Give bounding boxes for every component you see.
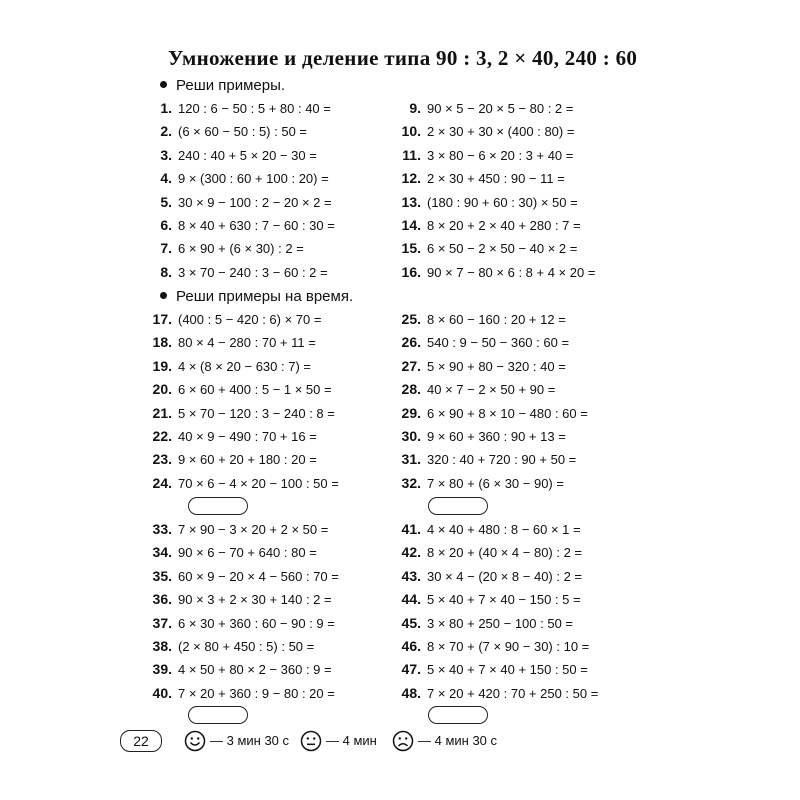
exercise-row: [146, 403, 335, 423]
exercise-number: 31.: [401, 451, 421, 468]
exercise-row: [395, 683, 598, 703]
exercise-expression: 3 × 80 − 6 × 20 : 3 + 40 =: [427, 147, 574, 163]
exercise-row: [395, 659, 588, 679]
exercise-expression: 8 × 20 + (40 × 4 − 80) : 2 =: [427, 545, 583, 561]
exercise-number: 21.: [152, 404, 172, 421]
exercise-expression: 120 : 6 − 50 : 5 + 80 : 40 =: [178, 101, 331, 116]
exercise-expression: (6 × 60 − 50 : 5) : 50 =: [178, 124, 308, 140]
exercise-number: 5.: [160, 193, 172, 210]
exercise-number: 32.: [401, 474, 421, 491]
exercise-number: 37.: [152, 614, 172, 631]
exercise-number: 30.: [401, 428, 421, 444]
exercise-expression: 240 : 40 + 5 × 20 − 30 =: [178, 147, 317, 163]
exercise-row: [146, 683, 335, 703]
exercise-number: 1.: [160, 100, 172, 116]
exercise-row: [395, 636, 589, 656]
exercise-expression: 8 × 40 + 630 : 7 − 60 : 30 =: [178, 218, 335, 233]
exercise-expression: 9 × (300 : 60 + 100 : 20) =: [178, 171, 329, 187]
exercise-expression: 70 × 6 − 4 × 20 − 100 : 50 =: [178, 475, 339, 491]
exercise-expression: 7 × 20 + 420 : 70 + 250 : 50 =: [427, 685, 599, 701]
exercise-number: 24.: [152, 474, 172, 491]
exercise-expression: 4 × 40 + 480 : 8 − 60 × 1 =: [427, 522, 581, 537]
exercise-expression: (400 : 5 − 420 : 6) × 70 =: [178, 312, 322, 327]
exercise-number: 13.: [401, 193, 421, 210]
exercise-number: 35.: [152, 567, 172, 584]
exercise-expression: 8 × 60 − 160 : 20 + 12 =: [427, 312, 566, 327]
exercise-expression: 3 × 70 − 240 : 3 − 60 : 2 =: [178, 264, 328, 280]
exercise-expression: 30 × 9 − 100 : 2 − 20 × 2 =: [178, 194, 332, 210]
exercise-row: [146, 613, 335, 633]
exercise-row: [395, 332, 569, 352]
exercise-expression: 6 × 30 + 360 : 60 − 90 : 9 =: [178, 615, 335, 631]
exercise-expression: 540 : 9 − 50 − 360 : 60 =: [427, 335, 570, 351]
happy-face-icon: [184, 730, 206, 752]
exercise-row: [395, 98, 573, 118]
exercise-number: 34.: [152, 544, 172, 561]
exercise-number: 7.: [160, 240, 172, 257]
footer: 22 — 3 мин 30 с — 4 мин — 4 мин 30 с: [120, 730, 640, 754]
exercise-expression: 5 × 90 + 80 − 320 : 40 =: [427, 358, 566, 374]
exercise-expression: 60 × 9 − 20 × 4 − 560 : 70 =: [178, 568, 339, 584]
exercise-row: [146, 356, 311, 376]
exercise-row: [146, 192, 332, 212]
exercise-expression: 5 × 40 + 7 × 40 − 150 : 5 =: [427, 592, 581, 608]
exercise-row: [395, 613, 573, 633]
exercise-number: 20.: [152, 381, 172, 398]
exercise-number: 10.: [401, 123, 421, 140]
exercise-number: 43.: [401, 567, 421, 584]
exercise-expression: 2 × 30 + 450 : 90 − 11 =: [427, 171, 565, 187]
exercise-row: [146, 659, 332, 679]
exercise-expression: 6 × 90 + 8 × 10 − 480 : 60 =: [427, 405, 588, 421]
exercise-expression: 90 × 6 − 70 + 640 : 80 =: [178, 545, 317, 561]
exercise-number: 4.: [160, 170, 172, 187]
exercise-row: [146, 215, 335, 235]
exercise-number: 41.: [401, 521, 421, 537]
exercise-row: [146, 98, 331, 118]
exercise-number: 38.: [152, 638, 172, 654]
exercise-expression: 9 × 60 + 20 + 180 : 20 =: [178, 452, 317, 468]
answer-box[interactable]: [428, 706, 488, 724]
exercise-number: 17.: [152, 311, 172, 327]
exercise-number: 19.: [152, 357, 172, 374]
exercise-row: [395, 168, 565, 188]
exercise-expression: 7 × 80 + (6 × 30 − 90) =: [427, 475, 564, 491]
exercise-expression: 8 × 20 + 2 × 40 + 280 : 7 =: [427, 218, 581, 233]
exercise-expression: 80 × 4 − 280 : 70 + 11 =: [178, 335, 316, 351]
exercise-expression: 6 × 90 + (6 × 30) : 2 =: [178, 241, 304, 257]
exercise-row: [395, 121, 574, 141]
exercise-row: [395, 356, 566, 376]
exercise-expression: 7 × 20 + 360 : 9 − 80 : 20 =: [178, 685, 335, 701]
exercise-expression: 40 × 9 − 490 : 70 + 16 =: [178, 429, 317, 444]
exercise-expression: 3 × 80 + 250 − 100 : 50 =: [427, 615, 574, 631]
exercise-number: 33.: [152, 521, 172, 537]
answer-box[interactable]: [188, 706, 248, 724]
exercise-number: 15.: [401, 240, 421, 257]
exercise-row: [395, 473, 564, 493]
bullet-icon: [160, 292, 167, 299]
exercise-number: 27.: [401, 357, 421, 374]
exercise-row: [146, 542, 317, 562]
exercise-expression: 90 × 3 + 2 × 30 + 140 : 2 =: [178, 592, 332, 608]
exercise-row: [395, 449, 576, 469]
exercise-expression: 5 × 40 + 7 × 40 + 150 : 50 =: [427, 662, 588, 678]
exercise-row: [395, 238, 577, 258]
bullet-icon: [160, 81, 167, 88]
exercise-expression: 8 × 70 + (7 × 90 − 30) : 10 =: [427, 639, 590, 654]
exercise-number: 47.: [401, 661, 421, 678]
exercise-number: 14.: [401, 217, 421, 233]
exercise-expression: 6 × 50 − 2 × 50 − 40 × 2 =: [427, 241, 578, 257]
exercise-number: 29.: [401, 404, 421, 421]
neutral-face-icon: [300, 730, 322, 752]
exercise-row: [395, 379, 555, 399]
exercise-row: [146, 449, 317, 469]
exercise-row: [146, 636, 314, 656]
instruction-2: Реши примеры на время.: [160, 288, 353, 305]
exercise-row: [146, 238, 304, 258]
exercise-row: [146, 309, 321, 329]
instruction-1: Реши примеры.: [160, 77, 285, 94]
answer-box[interactable]: [428, 497, 488, 515]
exercise-row: [395, 262, 595, 282]
exercise-expression: 4 × (8 × 20 − 630 : 7) =: [178, 358, 311, 374]
exercise-row: [395, 403, 588, 423]
exercise-expression: (180 : 90 + 60 : 30) × 50 =: [427, 194, 578, 210]
exercise-number: 48.: [401, 684, 421, 701]
exercise-expression: (2 × 80 + 450 : 5) : 50 =: [178, 639, 315, 654]
exercise-expression: 4 × 50 + 80 × 2 − 360 : 9 =: [178, 662, 332, 678]
exercise-expression: 2 × 30 + 30 × (400 : 80) =: [427, 124, 575, 140]
exercise-number: 2.: [160, 123, 172, 140]
exercise-expression: 7 × 90 − 3 × 20 + 2 × 50 =: [178, 522, 329, 537]
exercise-expression: 6 × 60 + 400 : 5 − 1 × 50 =: [178, 382, 332, 398]
exercise-number: 23.: [152, 451, 172, 468]
page-title: Умножение и деление типа 90 : 3, 2 × 40, 240 : 60: [168, 46, 638, 70]
exercise-number: 26.: [401, 334, 421, 351]
exercise-number: 8.: [160, 263, 172, 280]
exercise-number: 25.: [401, 311, 421, 327]
exercise-row: [395, 519, 581, 539]
exercise-row: [146, 379, 332, 399]
exercise-row: [395, 566, 582, 586]
exercise-row: [146, 262, 328, 282]
exercise-row: [146, 589, 332, 609]
exercise-row: [395, 426, 566, 446]
exercise-row: [146, 332, 316, 352]
exercise-row: [395, 542, 582, 562]
exercise-row: [395, 192, 578, 212]
exercise-row: [146, 426, 317, 446]
exercise-number: 6.: [160, 217, 172, 233]
exercise-number: 28.: [401, 381, 421, 398]
exercise-number: 39.: [152, 661, 172, 678]
exercise-expression: 320 : 40 + 720 : 90 + 50 =: [427, 452, 577, 468]
exercise-number: 18.: [152, 334, 172, 351]
exercise-row: [146, 168, 329, 188]
sad-face-icon: [392, 730, 414, 752]
exercise-number: 3.: [160, 146, 172, 163]
exercise-row: [395, 589, 581, 609]
answer-box[interactable]: [188, 497, 248, 515]
exercise-expression: 9 × 60 + 360 : 90 + 13 =: [427, 429, 566, 444]
exercise-row: [146, 121, 307, 141]
exercise-row: [146, 473, 339, 493]
exercise-number: 40.: [152, 684, 172, 701]
exercise-number: 36.: [152, 591, 172, 608]
exercise-row: [395, 309, 566, 329]
exercise-row: [395, 215, 581, 235]
exercise-number: 16.: [401, 263, 421, 280]
exercise-number: 22.: [152, 428, 172, 444]
exercise-row: [146, 519, 328, 539]
exercise-number: 9.: [409, 100, 421, 116]
exercise-row: [146, 566, 339, 586]
exercise-number: 11.: [402, 146, 421, 163]
exercise-row: [146, 145, 317, 165]
exercise-expression: 90 × 5 − 20 × 5 − 80 : 2 =: [427, 101, 574, 116]
exercise-number: 46.: [401, 638, 421, 654]
exercise-number: 44.: [401, 591, 421, 608]
exercise-expression: 5 × 70 − 120 : 3 − 240 : 8 =: [178, 405, 335, 421]
exercise-number: 12.: [401, 170, 421, 187]
exercise-expression: 90 × 7 − 80 × 6 : 8 + 4 × 20 =: [427, 264, 596, 280]
exercise-row: [395, 145, 573, 165]
exercise-number: 45.: [401, 614, 421, 631]
page-number: 22: [120, 730, 162, 752]
exercise-expression: 40 × 7 − 2 × 50 + 90 =: [427, 382, 556, 398]
exercise-expression: 30 × 4 − (20 × 8 − 40) : 2 =: [427, 568, 583, 584]
exercise-number: 42.: [401, 544, 421, 561]
